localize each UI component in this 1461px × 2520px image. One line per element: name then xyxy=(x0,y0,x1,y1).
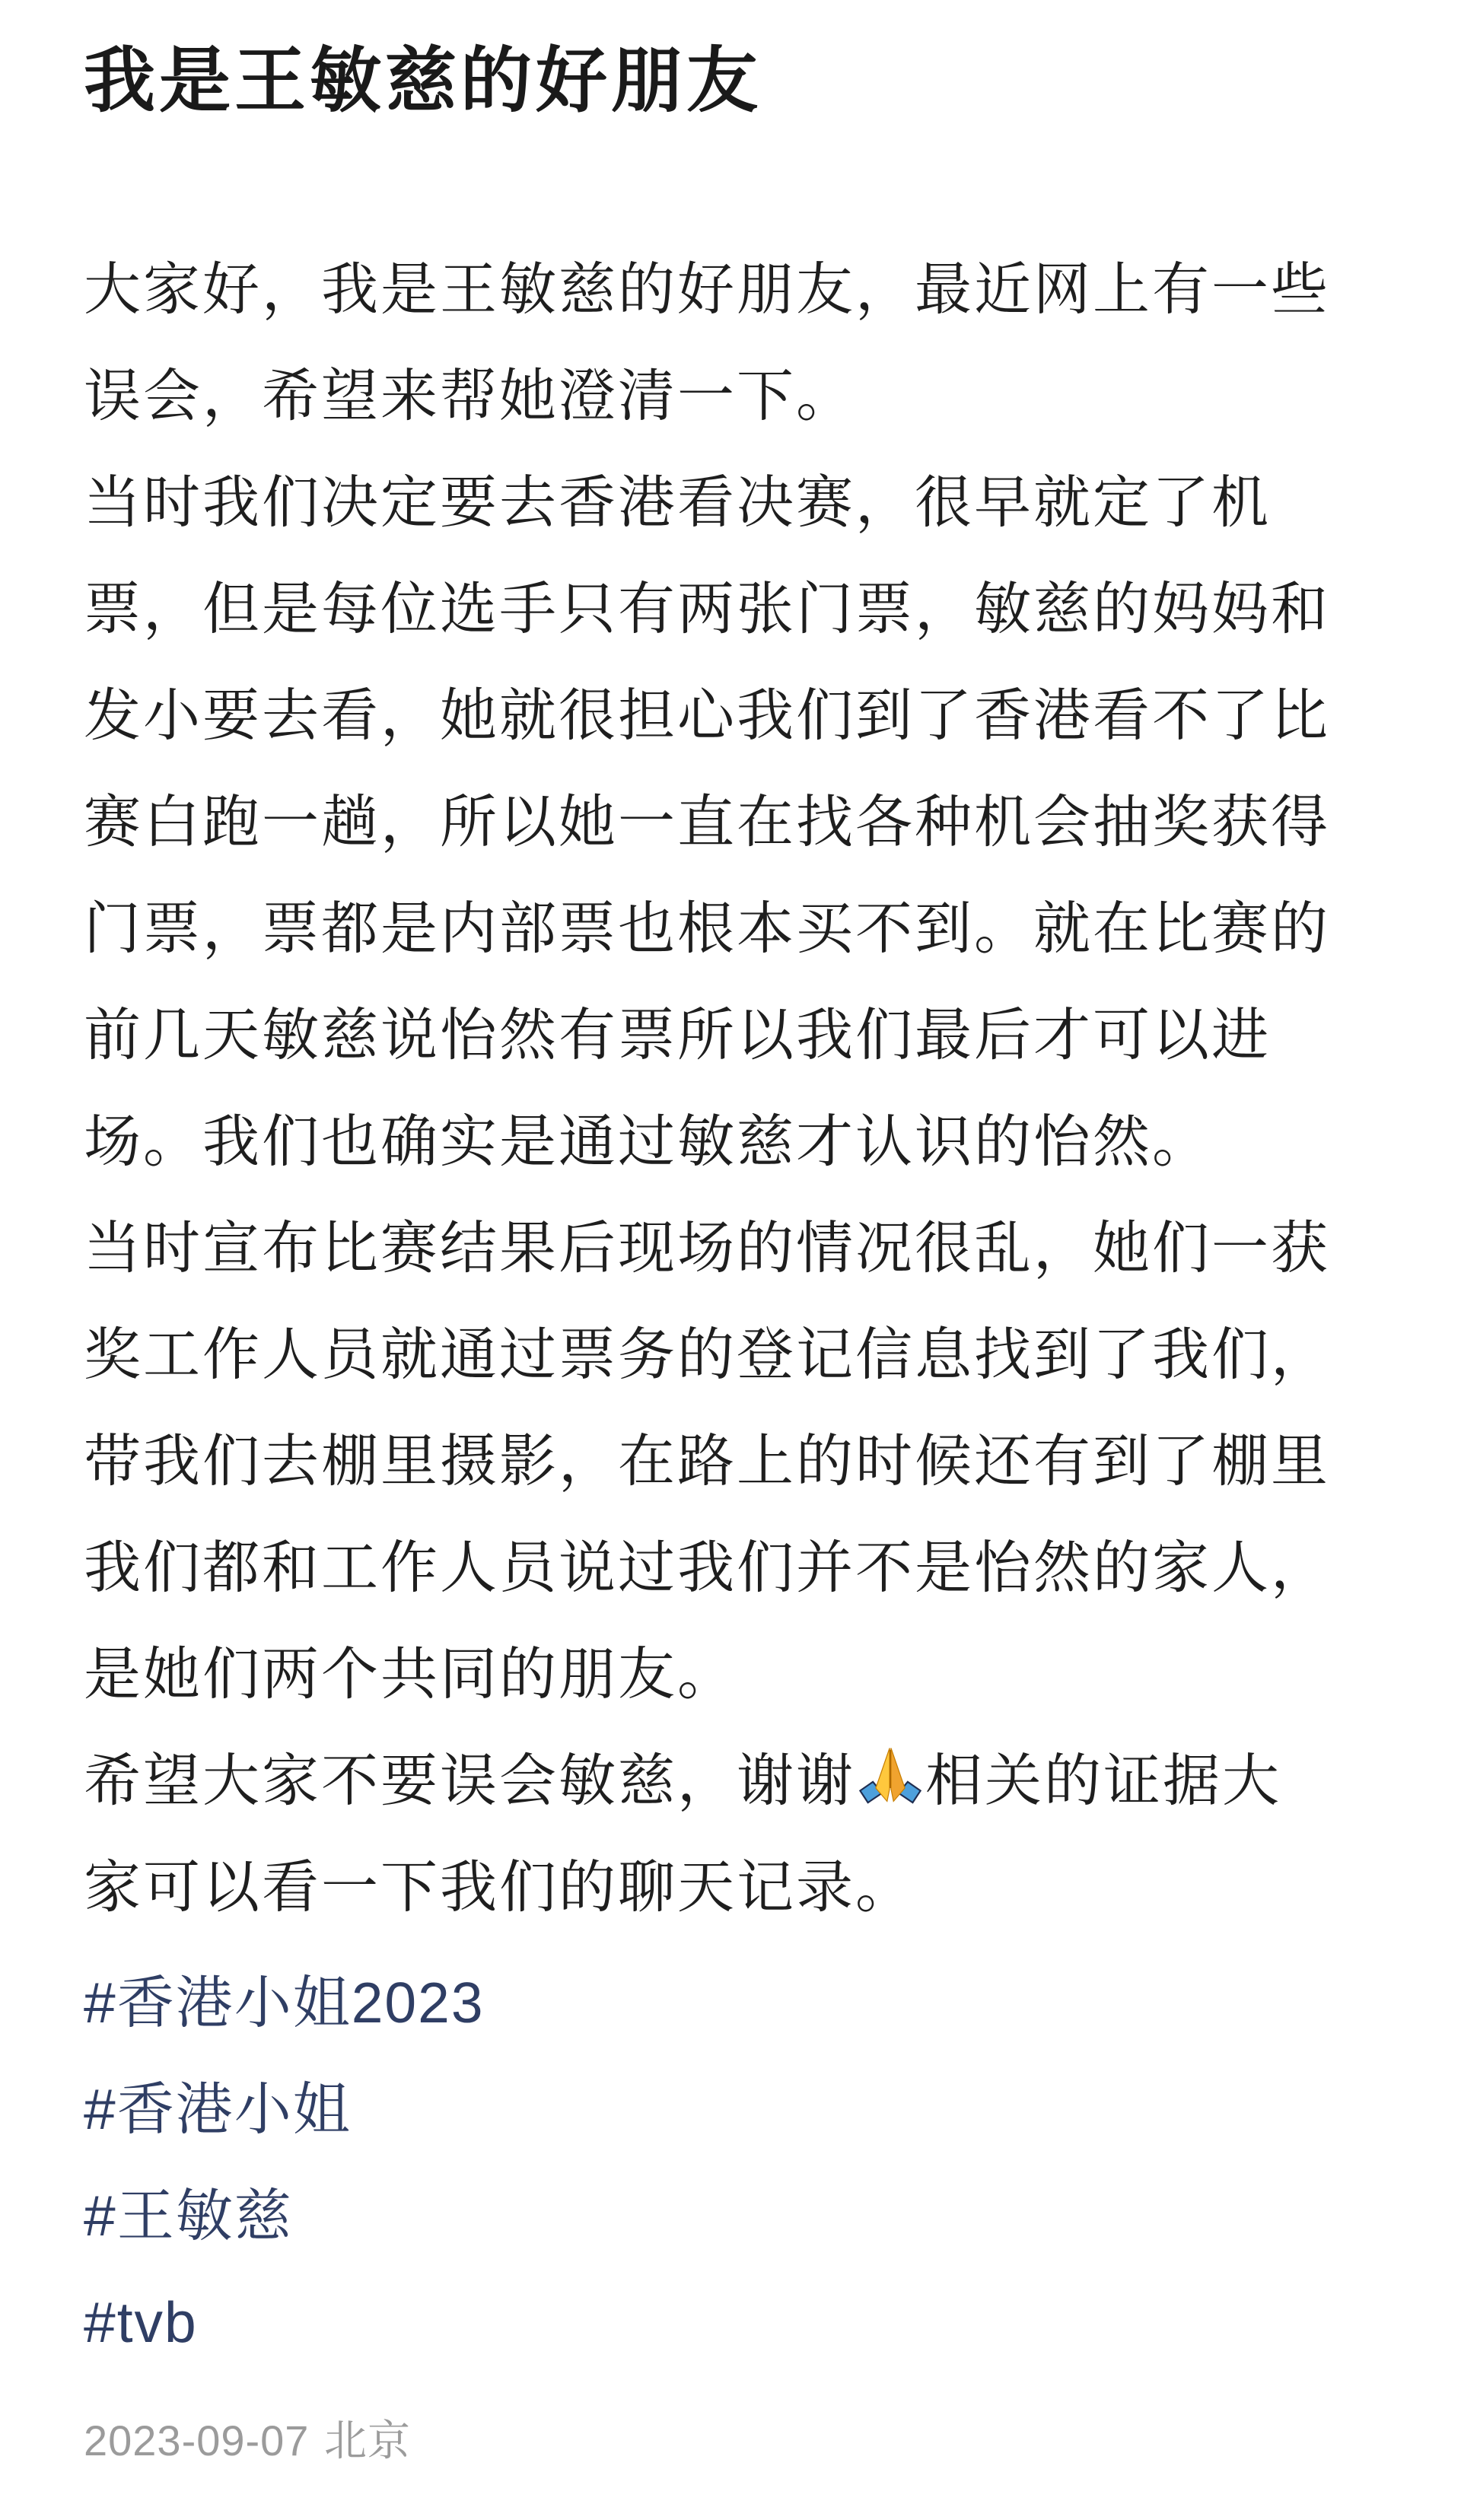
post-line: 发小要去看，她就很担心我们到了香港看不了比 xyxy=(84,683,1331,747)
post-line: 当时我们决定要去香港看决赛，很早就定了机 xyxy=(84,470,1272,534)
post-line-text: 希望大家不要误会敏慈，谢谢 xyxy=(84,1748,856,1812)
post-line: 场。我们也确实是通过敏慈才认识的怡然。 xyxy=(84,1109,1212,1173)
hashtag-list xyxy=(84,1949,1370,2375)
post-line: 家可以看一下我们的聊天记录。 xyxy=(84,1855,915,1919)
post-line: 当时宣布比赛结果后现场的情况很乱，她们一获 xyxy=(84,1216,1331,1280)
hashtag-link[interactable]: #香港小姐2023 xyxy=(84,1971,485,2035)
post-body xyxy=(84,236,1370,1940)
post-line-text: 相关的证据大 xyxy=(925,1748,1282,1812)
post-line: 我们都和工作人员说过我们并不是怡然的家人， xyxy=(84,1535,1331,1599)
post-line: 赛白跑一趟，所以她一直在找各种机会抽奖获得 xyxy=(84,790,1331,854)
post-meta xyxy=(84,2413,1370,2468)
post-line: 门票，票都是内部票也根本买不到。就在比赛的 xyxy=(84,896,1331,960)
post-line: 带我们去棚里摄影，在路上的时候还有到了棚里 xyxy=(84,1429,1331,1493)
post-line: 大家好，我是王敏慈的好朋友，最近网上有一些 xyxy=(84,257,1331,321)
post-line: 误会，希望来帮她澄清一下。 xyxy=(84,364,856,428)
hashtag-link[interactable]: #王敏慈 xyxy=(84,2184,293,2248)
post-line-with-emoji xyxy=(84,1727,1370,1834)
post-title: 我是王敏慈的好朋友 xyxy=(84,40,762,120)
folded-hands-emoji xyxy=(858,1745,922,1809)
post-line: 是她们两个共同的朋友。 xyxy=(84,1642,737,1706)
post-line: 奖工作人员就通过票务的登记信息找到了我们， xyxy=(84,1322,1331,1386)
hashtag-link[interactable]: #tvb xyxy=(84,2290,198,2354)
hashtag-link[interactable]: #香港小姐 xyxy=(84,2077,352,2141)
post-date: 2023-09-07 xyxy=(84,2417,310,2464)
post-location: 北京 xyxy=(324,2417,412,2464)
post-line: 票，但是每位选手只有两张门票，敏慈的妈妈和 xyxy=(84,577,1331,641)
post-line: 前几天敏慈说怡然有票所以我们最后才可以进 xyxy=(84,1003,1272,1067)
